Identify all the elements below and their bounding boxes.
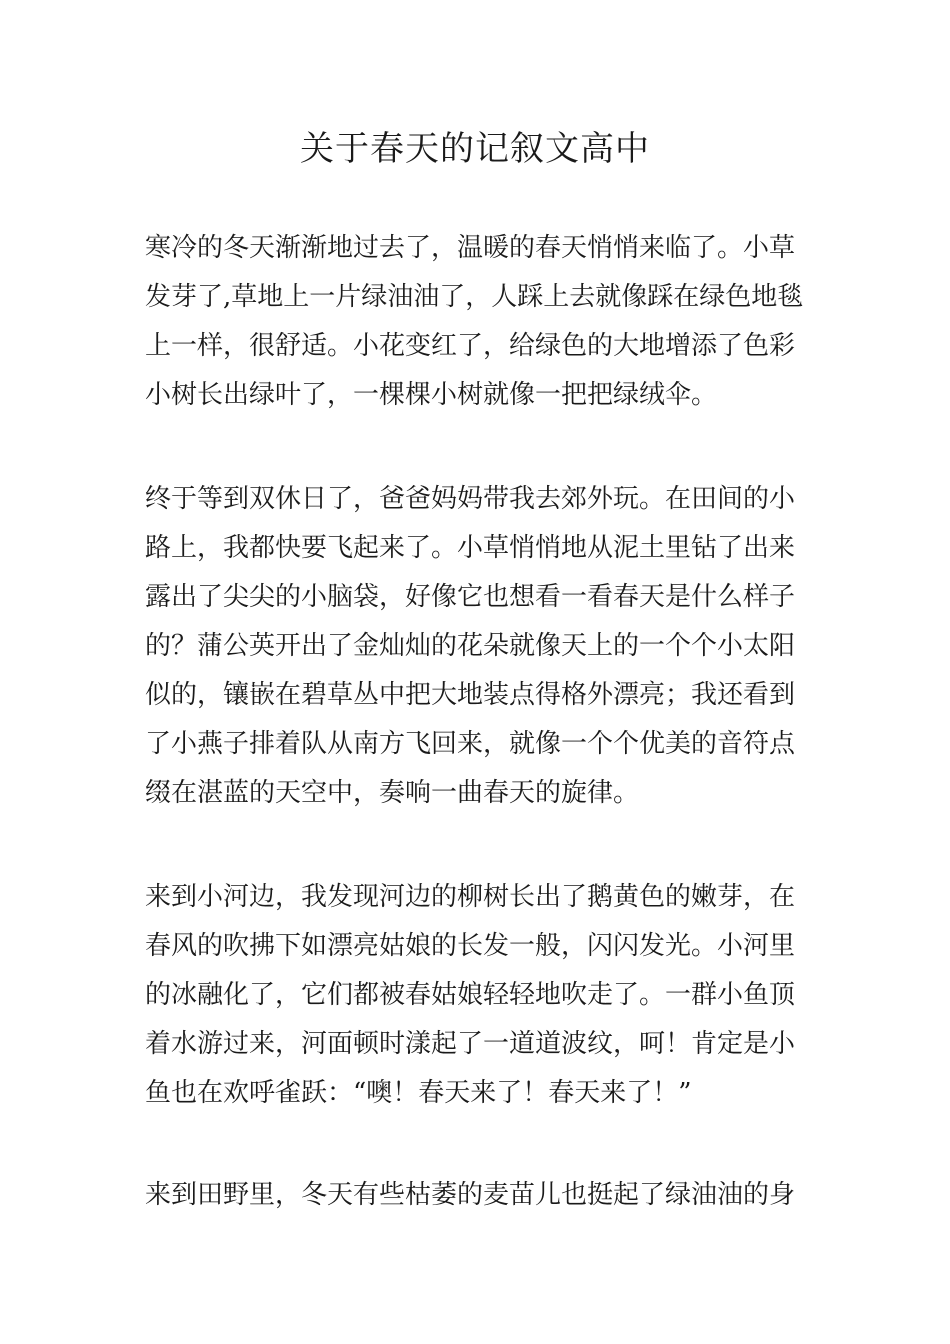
paragraph-2-line-5: 似的，镶嵌在碧草丛中把大地装点得格外漂亮；我还看到: [145, 680, 796, 710]
paragraph-2-line-1: 终于等到双休日了，爸爸妈妈带我去郊外玩。在田间的小: [145, 484, 796, 514]
document-title: 关于春天的记叙文高中: [300, 129, 650, 169]
paragraph-2-line-3: 露出了尖尖的小脑袋，好像它也想看一看春天是什么样子: [145, 582, 796, 612]
paragraph-2-line-2: 路上，我都快要飞起来了。小草悄悄地从泥土里钻了出来: [145, 533, 796, 563]
paragraph-2-line-6: 了小燕子排着队从南方飞回来，就像一个个优美的音符点: [145, 729, 796, 759]
paragraph-3-line-2: 春风的吹拂下如漂亮姑娘的长发一般，闪闪发光。小河里: [145, 931, 796, 961]
paragraph-3-line-1: 来到小河边，我发现河边的柳树长出了鹅黄色的嫩芽，在: [145, 882, 796, 912]
paragraph-3-line-5: 鱼也在欢呼雀跃：“噢！春天来了！春天来了！”: [145, 1078, 692, 1108]
paragraph-2-line-4: 的？蒲公英开出了金灿灿的花朵就像天上的一个个小太阳: [145, 631, 796, 661]
paragraph-3-line-4: 着水游过来，河面顿时漾起了一道道波纹，呵！肯定是小: [145, 1029, 796, 1059]
paragraph-1-line-3: 上一样，很舒适。小花变红了，给绿色的大地增添了色彩: [145, 331, 796, 361]
paragraph-2-line-7: 缀在湛蓝的天空中，奏响一曲春天的旋律。: [145, 778, 640, 808]
paragraph-3-line-3: 的冰融化了，它们都被春姑娘轻轻地吹走了。一群小鱼顶: [145, 980, 796, 1010]
paragraph-4-line-1: 来到田野里，冬天有些枯萎的麦苗儿也挺起了绿油油的身: [145, 1180, 796, 1210]
paragraph-1-line-1: 寒冷的冬天渐渐地过去了，温暖的春天悄悄来临了。小草: [145, 233, 796, 263]
paragraph-1-line-2: 发芽了,草地上一片绿油油了，人踩上去就像踩在绿色地毯: [145, 282, 804, 312]
paragraph-1-line-4: 小树长出绿叶了，一棵棵小树就像一把把绿绒伞。: [145, 380, 718, 410]
